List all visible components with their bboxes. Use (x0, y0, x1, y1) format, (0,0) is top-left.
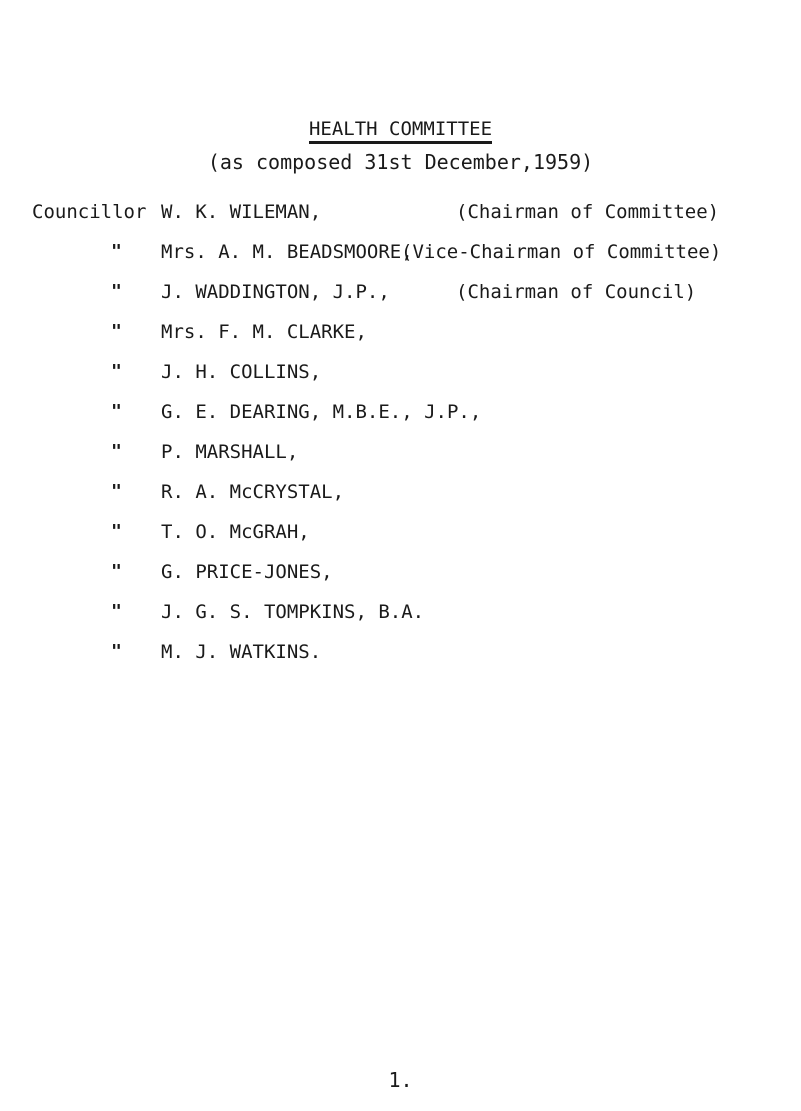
member-row (0, 361, 801, 401)
document-title (0, 118, 801, 140)
member-row (0, 281, 801, 321)
member-name: W. K. WILEMAN, (161, 201, 322, 223)
member-row (0, 321, 801, 361)
member-row (0, 521, 801, 561)
member-row (0, 241, 801, 281)
member-name: J. H. COLLINS, (161, 361, 322, 383)
member-row (0, 601, 801, 641)
ditto-mark: " (111, 401, 122, 422)
ditto-mark: " (111, 561, 122, 582)
member-name: G. E. DEARING, M.B.E., J.P., (161, 401, 482, 423)
member-name: M. J. WATKINS. (161, 641, 322, 663)
member-role: (Chairman of Council) (456, 281, 697, 303)
member-row (0, 401, 801, 441)
member-row (0, 641, 801, 681)
ditto-mark: " (111, 521, 122, 542)
member-name: R. A. McCRYSTAL, (161, 481, 345, 503)
document-title-text: HEALTH COMMITTEE (309, 118, 492, 144)
member-row (0, 481, 801, 521)
member-row (0, 441, 801, 481)
member-row (0, 561, 801, 601)
ditto-mark: " (111, 321, 122, 342)
document-subtitle: (as composed 31st December,1959) (207, 150, 594, 174)
member-list (0, 201, 801, 681)
member-name: Mrs. A. M. BEADSMOORE, (161, 241, 413, 263)
ditto-mark: " (111, 601, 122, 622)
member-role: (Chairman of Committee) (456, 201, 720, 223)
member-name: J. G. S. TOMPKINS, B.A. (161, 601, 425, 623)
member-name: Mrs. F. M. CLARKE, (161, 321, 367, 343)
ditto-mark: " (111, 641, 122, 662)
member-prefix: Councillor (32, 201, 147, 223)
page-number: 1. (388, 1068, 413, 1092)
member-row (0, 201, 801, 241)
member-name: G. PRICE-JONES, (161, 561, 333, 583)
member-name: J. WADDINGTON, J.P., (161, 281, 390, 303)
ditto-mark: " (111, 481, 122, 502)
ditto-mark: " (111, 361, 122, 382)
member-role: (Vice-Chairman of Committee) (401, 241, 722, 263)
ditto-mark: " (111, 241, 122, 262)
member-name: P. MARSHALL, (161, 441, 299, 463)
ditto-mark: " (111, 281, 122, 302)
member-name: T. O. McGRAH, (161, 521, 310, 543)
ditto-mark: " (111, 441, 122, 462)
